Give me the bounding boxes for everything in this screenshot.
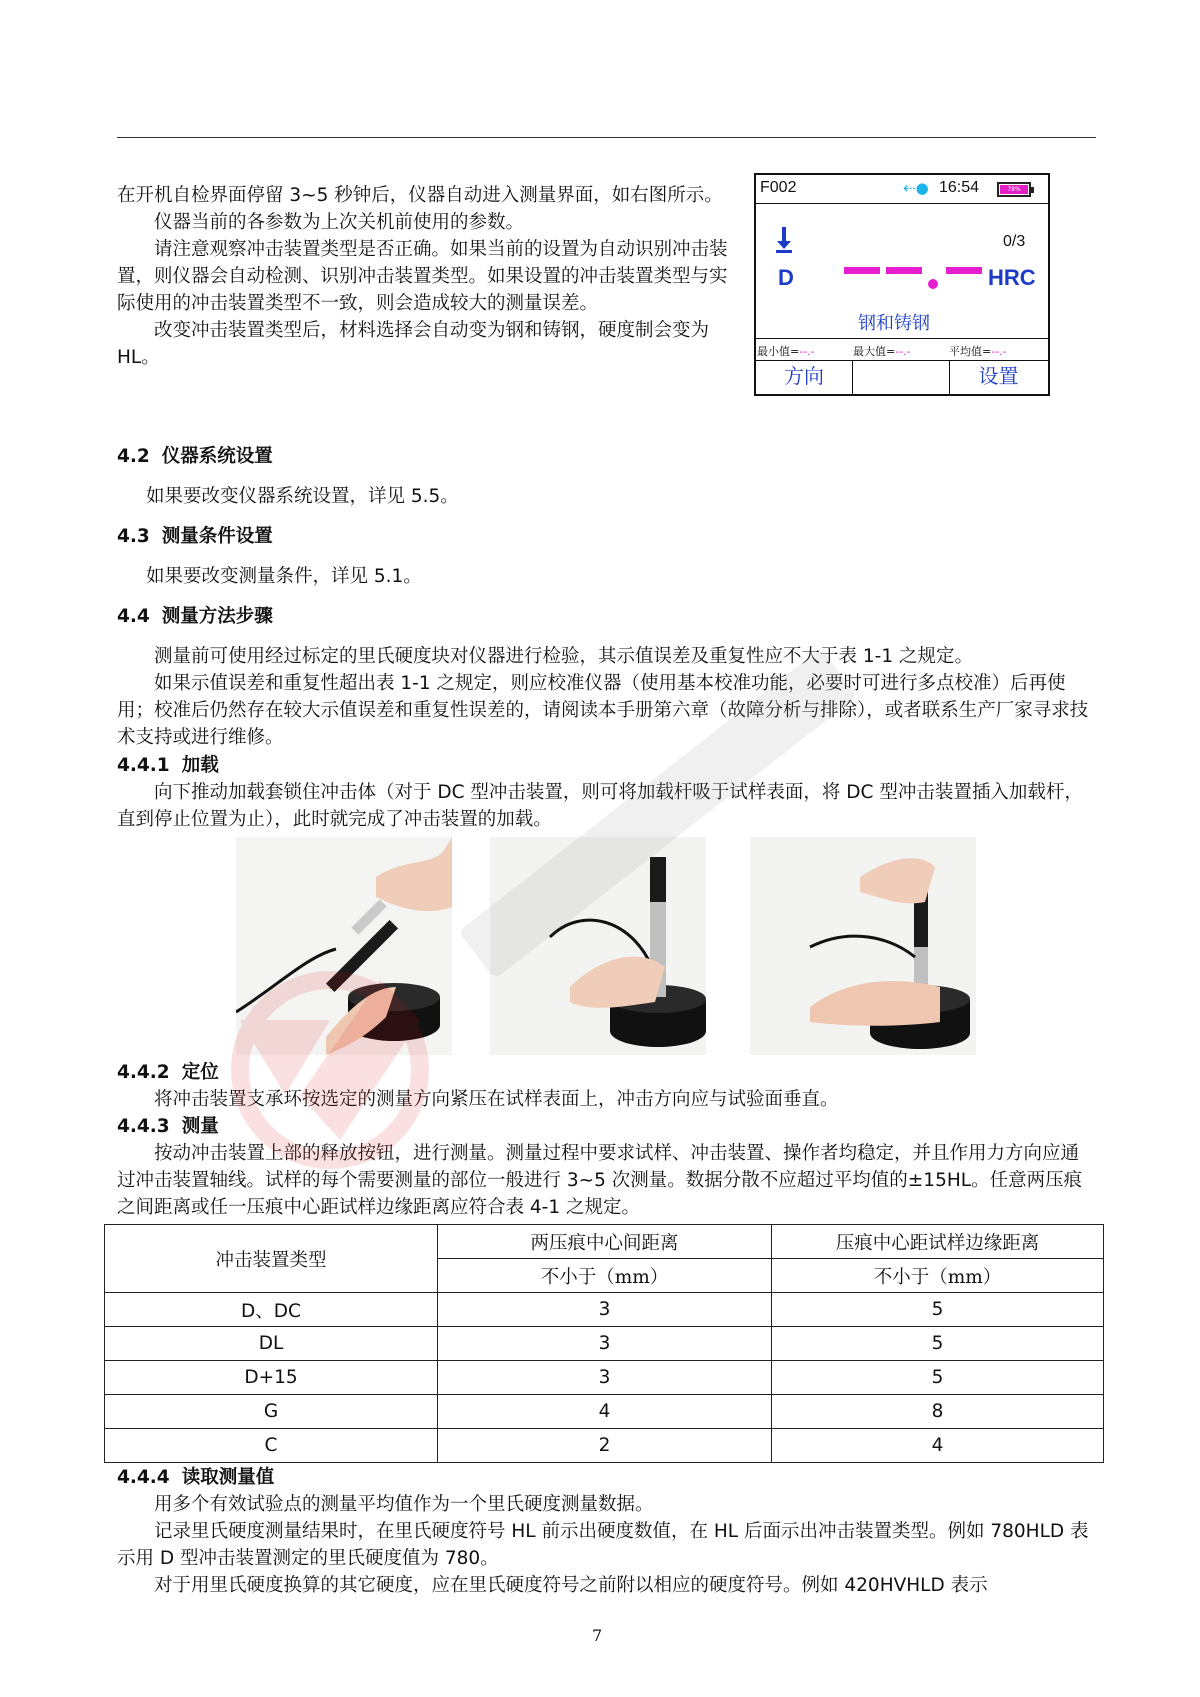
screen-stats-row [756, 338, 1048, 361]
battery-icon [997, 182, 1031, 197]
value-decimal-dot [928, 279, 938, 289]
intro-paragraph-3: 请注意观察冲击装置类型是否正确。如果当前的设置为自动识别冲击装置，则仪器会自动检测、识别冲击装置类型。如果设置的冲击装置类型与实际使用的冲击装置类型不一致，则会造成较大的测量误差。 [117, 239, 728, 314]
section-4-4-1-text: 向下推动加载套锁住冲击体（对于 DC 型冲击装置，则可将加载杆吸于试样表面，将 DC 型冲击装置插入加载杆，直到停止位置为止），此时就完成了冲击装置的加载。 [117, 782, 1083, 830]
section-4-2-text: 如果要改变仪器系统设置，详见 5.5。 [146, 486, 459, 507]
material-label: 钢和铸钢 [858, 313, 930, 334]
section-4-4-2-text: 将冲击装置支承环按选定的测量方向紧压在试样表面上，冲击方向应与试验面垂直。 [154, 1089, 839, 1110]
max-value: --.- [895, 345, 911, 358]
cell-indent-distance: 2 [438, 1429, 772, 1463]
page-number: 7 [592, 1626, 603, 1645]
heading-number: 4.4.4 [117, 1467, 170, 1488]
section-4-4-paragraph-2: 如果示值误差和重复性超出表 1-1 之规定，则应校准仪器（使用基本校准功能，必要时可进行多点校准）后再使用；校准后仍然存在较大示值误差和重复性误差的，请阅读本手册第六章（故障分析与排除），或者联系生产厂家寻求技术支持或进行维修。 [117, 673, 1089, 748]
max-label: 最大值= [853, 345, 896, 358]
loading-photo-1 [236, 837, 452, 1055]
heading-title: 读取测量值 [181, 1467, 275, 1488]
cell-indent-distance: 4 [438, 1395, 772, 1429]
section-4-4-paragraph-1: 测量前可使用经过标定的里氏硬度块对仪器进行检验，其示值误差及重复性应不大于表 1-1 之规定。 [154, 646, 973, 667]
cell-edge-distance: 8 [772, 1395, 1104, 1429]
header-rule [117, 137, 1096, 138]
heading-4-4 [117, 603, 285, 630]
heading-4-2 [117, 443, 285, 470]
table-row [105, 1395, 1104, 1429]
heading-title: 测量条件设置 [161, 526, 273, 547]
value-dash-2 [886, 267, 922, 274]
table-row [105, 1293, 1104, 1327]
heading-number: 4.4.2 [117, 1062, 170, 1083]
heading-number: 4.4 [117, 606, 150, 627]
heading-4-3 [117, 523, 285, 550]
min-label: 最小值= [757, 345, 800, 358]
battery-level: 78% [1000, 185, 1028, 194]
section-4-4-4-paragraph-3: 对于用里氏硬度换算的其它硬度，应在里氏硬度符号之前附以相应的硬度符号。例如 420HVHLD 表示 [154, 1575, 988, 1596]
header-indent-distance: 两压痕中心间距离 [438, 1225, 772, 1259]
intro-paragraph-2: 仪器当前的各参数为上次关机前使用的参数。 [154, 212, 525, 233]
section-4-4-4-text [117, 1491, 1096, 1599]
table-row [105, 1361, 1104, 1395]
direction-softkey[interactable]: 方向 [784, 364, 824, 388]
cell-edge-distance: 5 [772, 1327, 1104, 1361]
cell-edge-distance: 4 [772, 1429, 1104, 1463]
cell-type: G [105, 1395, 438, 1429]
heading-number: 4.4.1 [117, 755, 170, 776]
screen-softkeys [756, 360, 1048, 394]
spacing-table [104, 1224, 1104, 1463]
heading-number: 4.3 [117, 526, 150, 547]
cell-edge-distance: 5 [772, 1293, 1104, 1327]
max-stat [853, 343, 911, 359]
screen-status-bar [756, 175, 1048, 204]
min-stat [757, 343, 815, 359]
intro-paragraph-4: 改变冲击装置类型后，材料选择会自动变为钢和铸钢，硬度制会变为 HL。 [117, 320, 710, 368]
avg-stat [949, 343, 1007, 359]
device-screen-figure [754, 173, 1050, 396]
heading-title: 测量 [181, 1116, 219, 1137]
heading-4-4-4 [117, 1464, 286, 1491]
avg-value: --.- [991, 345, 1007, 358]
heading-title: 仪器系统设置 [161, 446, 273, 467]
avg-label: 平均值= [949, 345, 992, 358]
subheader-indent-unit: 不小于（mm） [438, 1259, 772, 1293]
impact-direction-down-icon [774, 225, 794, 255]
cell-type: D+15 [105, 1361, 438, 1395]
screen-time: 16:54 [939, 179, 980, 196]
table-row [105, 1429, 1104, 1463]
measure-count: 0/3 [1003, 233, 1026, 250]
loading-photo-2 [490, 837, 706, 1055]
section-4-3-text: 如果要改变测量条件，详见 5.1。 [146, 566, 422, 587]
table-row [105, 1327, 1104, 1361]
cell-type: C [105, 1429, 438, 1463]
header-edge-distance: 压痕中心距试样边缘距离 [772, 1225, 1104, 1259]
section-4-4-text [117, 643, 1096, 751]
value-dash-3 [946, 267, 982, 274]
section-4-4-4-paragraph-2: 记录里氏硬度测量结果时，在里氏硬度符号 HL 前示出硬度数值，在 HL 后面示出冲击装置类型。例如 780HLD 表示用 D 型冲击装置测定的里氏硬度值为 780。 [117, 1521, 1089, 1569]
subheader-edge-unit: 不小于（mm） [772, 1259, 1104, 1293]
intro-paragraph-1: 在开机自检界面停留 3~5 秒钟后，仪器自动进入测量界面，如右图所示。 [117, 185, 723, 206]
cell-indent-distance: 3 [438, 1293, 772, 1327]
heading-4-4-1 [117, 752, 231, 779]
cell-edge-distance: 5 [772, 1361, 1104, 1395]
value-dash-1 [844, 267, 880, 274]
screen-code: F002 [760, 179, 797, 196]
hardness-unit: HRC [988, 265, 1036, 290]
header-impact-type: 冲击装置类型 [105, 1225, 438, 1293]
softkey-divider-1 [852, 360, 853, 394]
heading-number: 4.2 [117, 446, 150, 467]
cell-type: DL [105, 1327, 438, 1361]
settings-softkey[interactable]: 设置 [978, 364, 1019, 388]
cell-indent-distance: 3 [438, 1327, 772, 1361]
intro-text [117, 182, 739, 371]
min-value: --.- [799, 345, 815, 358]
section-4-4-3-text: 按动冲击装置上部的释放按钮，进行测量。测量过程中要求试样、冲击装置、操作者均稳定，并且作用力方向应通过冲击装置轴线。试样的每个需要测量的部位一般进行 3~5 次测量。数据分散不应超过平均值的±15HL。任意两压痕之间距离或任一压痕中心距试样边缘距离应符合表 4-1 之规定。 [117, 1143, 1083, 1218]
usb-icon: ⇠● [903, 179, 929, 197]
impact-device-type: D [778, 265, 794, 290]
cell-indent-distance: 3 [438, 1361, 772, 1395]
heading-4-4-3 [117, 1113, 231, 1140]
cell-type: D、DC [105, 1293, 438, 1327]
heading-number: 4.4.3 [117, 1116, 170, 1137]
table-header-row [105, 1225, 1104, 1259]
heading-4-4-2 [117, 1059, 231, 1086]
loading-photo-3 [750, 837, 976, 1055]
heading-title: 测量方法步骤 [161, 606, 273, 627]
heading-title: 定位 [181, 1062, 219, 1083]
heading-title: 加载 [181, 755, 219, 776]
section-4-4-4-paragraph-1: 用多个有效试验点的测量平均值作为一个里氏硬度测量数据。 [154, 1494, 654, 1515]
